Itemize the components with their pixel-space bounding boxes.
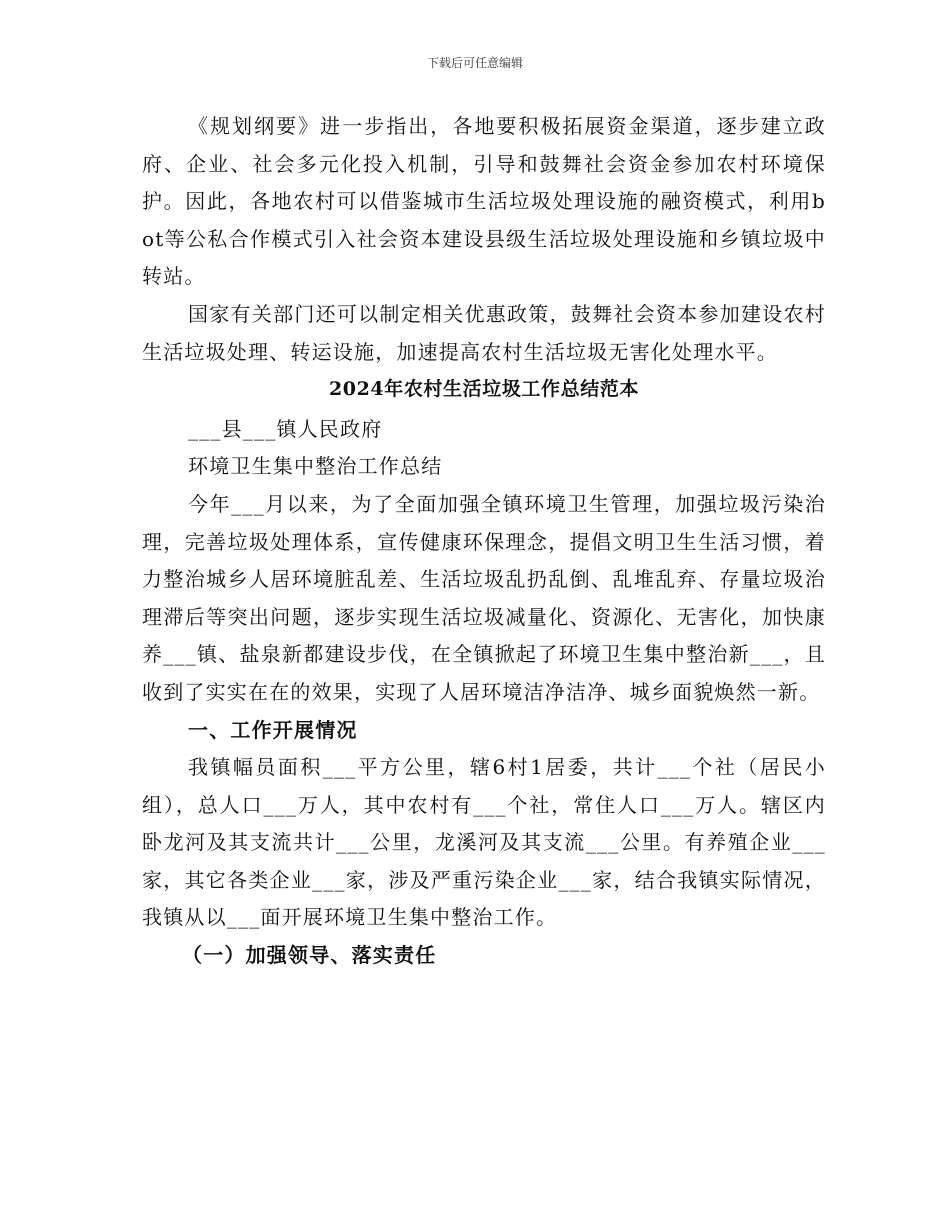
paragraph-funding-channels: 《规划纲要》进一步指出，各地要积极拓展资金渠道，逐步建立政府、企业、社会多元化投入机制，引导和鼓舞社会资金参加农村环境保护。因此，各地农村可以借鉴城市生活垃圾处理设施的融资模式，利用bot等公私合作模式引入社会资本建设县级生活垃圾处理设施和乡镇垃圾中转站。: [142, 114, 826, 289]
page-header-note: 下载后可任意编辑: [426, 56, 523, 70]
document-title: 2024年农村生活垃圾工作总结范本: [328, 378, 640, 401]
document-body: [142, 108, 826, 975]
subsection-heading-leadership: （一）加强领导、落实责任: [182, 943, 437, 968]
paragraph-town-overview: 我镇幅员面积___平方公里，辖6村1居委，共计___个社（居民小组），总人口___万人，其中农村有___个社，常住人口___万人。辖区内卧龙河及其支流共计___公里，龙溪河及其支流___公里。有养殖企业___家，其它各类企业___家，涉及严重污染企业___家，结合我镇实际情况，我镇从以___面开展环境卫生集中整治工作。: [142, 755, 826, 930]
section-heading-work-progress: 一、工作开展情况: [188, 717, 358, 742]
report-subtitle: 环境卫生集中整治工作总结: [188, 454, 443, 479]
organization-line: ___县___镇人民政府: [188, 416, 383, 441]
paragraph-introduction: 今年___月以来，为了全面加强全镇环境卫生管理，加强垃圾污染治理，完善垃圾处理体系，宣传健康环保理念，提倡文明卫生生活习惯，着力整治城乡人居环境脏乱差、生活垃圾乱扔乱倒、乱堆乱弃、存量垃圾治理滞后等突出问题，逐步实现生活垃圾减量化、资源化、无害化，加快康养___镇、盐泉新都建设步伐，在全镇掀起了环境卫生集中整治新___，且收到了实实在在的效果，实现了人居环境洁净洁净、城乡面貌焕然一新。: [142, 491, 826, 704]
paragraph-preferential-policies: 国家有关部门还可以制定相关优惠政策，鼓舞社会资本参加建设农村生活垃圾处理、转运设施，加速提高农村生活垃圾无害化处理水平。: [142, 301, 826, 364]
